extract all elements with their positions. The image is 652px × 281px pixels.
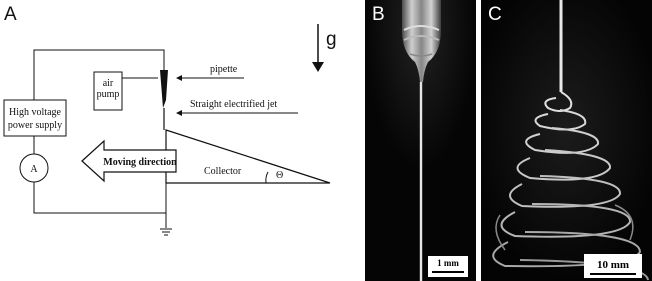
- gravity-arrow-head: [312, 62, 324, 72]
- panel-divider: [476, 0, 481, 281]
- panel-a-letter: A: [4, 4, 17, 25]
- panel-c-letter: C: [488, 4, 502, 25]
- moving-direction-label: Moving direction: [103, 157, 177, 168]
- air-pump-label-2: pump: [96, 89, 120, 100]
- pipette-body: [160, 70, 168, 108]
- gravity-label: g: [326, 29, 337, 50]
- angle-label: Θ: [276, 170, 284, 181]
- scale-label-c: 10 mm: [596, 259, 630, 271]
- wire-bottom: [34, 182, 166, 213]
- jet-label: Straight electrified jet: [190, 99, 278, 110]
- panel-c: [481, 0, 652, 281]
- ammeter-label: A: [30, 164, 38, 175]
- panel-a: [4, 4, 337, 235]
- air-pump-label-1: air: [102, 78, 114, 89]
- pipette-label: pipette: [210, 64, 238, 75]
- panel-b: [365, 0, 476, 281]
- collector-label: Collector: [204, 166, 242, 177]
- photo-c-bg: [481, 0, 652, 281]
- ground-symbol: [160, 229, 172, 235]
- power-supply-label-1: High voltage: [9, 107, 61, 118]
- collector-wedge: [166, 130, 330, 183]
- pipette-pointer-head: [176, 75, 182, 81]
- panel-b-letter: B: [372, 4, 385, 25]
- jet-pointer-head: [176, 110, 182, 116]
- power-supply-label-2: power supply: [7, 120, 63, 131]
- scale-label-b: 1 mm: [437, 258, 459, 268]
